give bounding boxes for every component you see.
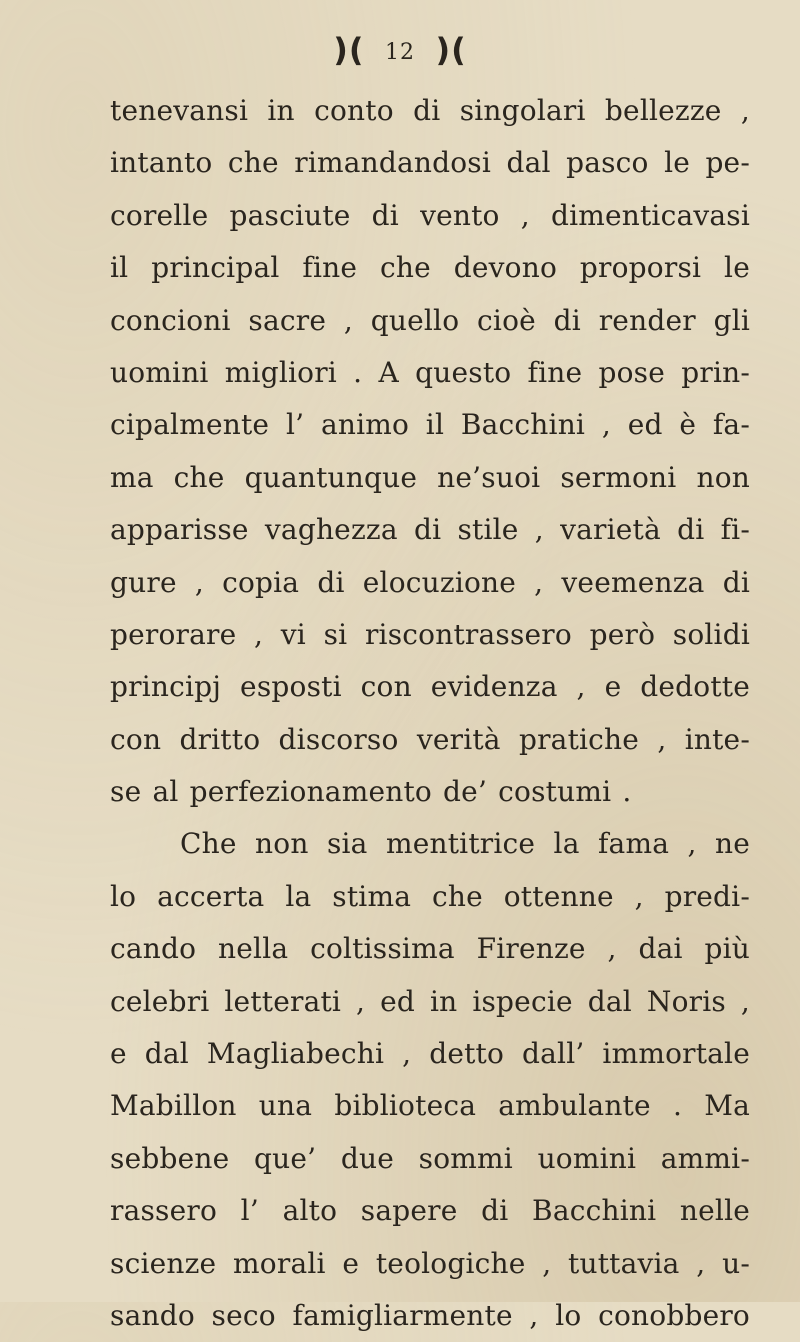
text-line: perorare , vi si riscontrassero però solidi (110, 617, 750, 651)
text-line: Mabillon una biblioteca ambulante . Ma (110, 1089, 750, 1123)
text-line: e dal Magliabechi , detto dall’ immortale (110, 1037, 750, 1071)
text-line: corelle pasciute di vento , dimenticavasi (110, 198, 750, 232)
page-number: 12 (385, 40, 415, 65)
text-line: concioni sacre , quello cioè di render gli (110, 303, 750, 337)
text-line: rassero l’ alto sapere di Bacchini nelle (110, 1194, 750, 1228)
right-ornament: )( (435, 31, 467, 69)
text-line: cipalmente l’ animo il Bacchini , ed è fa- (110, 408, 750, 442)
left-ornament: )( (333, 31, 365, 69)
text-line: gure , copia di elocuzione , veemenza di (110, 565, 750, 599)
text-line: celebri letterati , ed in ispecie dal Noris , (110, 984, 750, 1018)
text-line: lo accerta la stima che ottenne , predi- (110, 879, 750, 913)
paragraph-end-line: se al perfezionamento de’ costumi . (110, 775, 632, 809)
text-line: uomini migliori . A questo fine pose prin- (110, 355, 750, 389)
text-line: il principal fine che devono proporsi le (110, 251, 750, 285)
text-line: intanto che rimandandosi dal pasco le pe- (110, 146, 750, 180)
text-line: ma che quantunque ne’suoi sermoni non (110, 460, 750, 494)
text-line: tenevansi in conto di singolari bellezze , (110, 94, 750, 127)
text-line: apparisse vaghezza di stile , varietà di fi- (110, 513, 750, 547)
text-line: con dritto discorso verità pratiche , inte- (110, 722, 750, 756)
paragraph-start-line: Che non sia mentitrice la fama , ne (180, 827, 750, 861)
body-text (110, 85, 750, 1342)
text-line: sando seco famigliarmente , lo conobbero (110, 1298, 750, 1332)
text-line: cando nella coltissima Firenze , dai più (110, 932, 750, 966)
text-line: scienze morali e teologiche , tuttavia , u- (110, 1246, 750, 1280)
page-header (0, 30, 800, 73)
text-line: sebbene que’ due sommi uomini ammi- (110, 1141, 750, 1175)
text-line: principj esposti con evidenza , e dedotte (110, 670, 750, 704)
